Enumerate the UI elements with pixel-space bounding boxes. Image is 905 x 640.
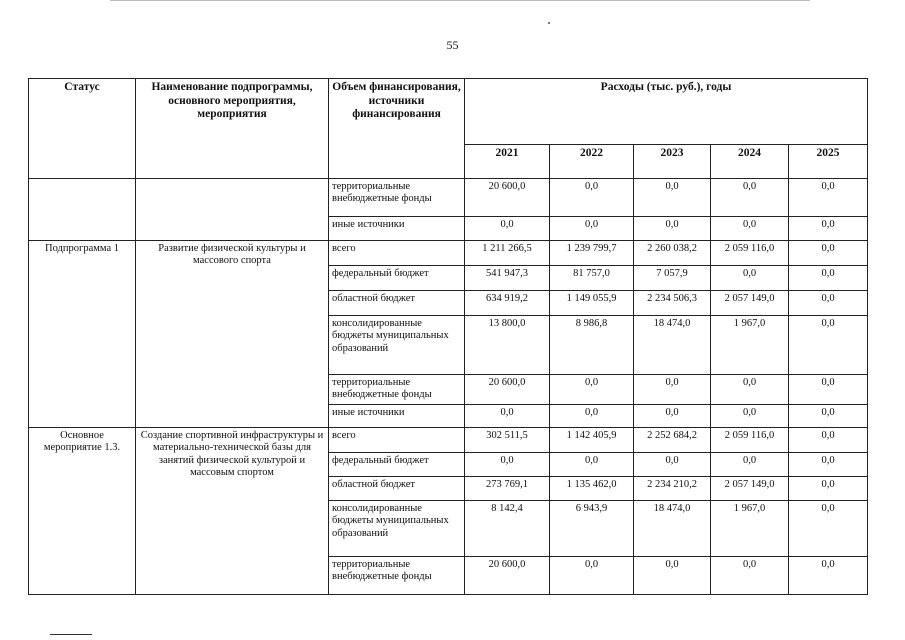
value-cell: 2 059 116,0 [711, 241, 789, 266]
status-cell [29, 179, 136, 241]
value-cell: 0,0 [634, 179, 711, 217]
source-cell: федеральный бюджет [329, 453, 465, 477]
table-body [29, 179, 868, 595]
value-cell: 18 474,0 [634, 316, 711, 375]
value-cell: 634 919,2 [465, 291, 550, 316]
scan-speck [548, 22, 550, 24]
value-cell: 2 057 149,0 [711, 477, 789, 501]
value-cell: 1 211 266,5 [465, 241, 550, 266]
source-cell: всего [329, 428, 465, 453]
value-cell: 2 252 684,2 [634, 428, 711, 453]
value-cell: 0,0 [789, 291, 868, 316]
value-cell: 0,0 [789, 557, 868, 595]
value-cell: 0,0 [465, 453, 550, 477]
value-cell: 6 943,9 [550, 501, 634, 557]
source-cell: консолидированные бюджеты муниципальных образований [329, 316, 465, 375]
value-cell: 0,0 [789, 375, 868, 405]
value-cell: 0,0 [789, 453, 868, 477]
source-cell: территориальные внебюджетные фонды [329, 179, 465, 217]
value-cell: 0,0 [550, 453, 634, 477]
page-number: 55 [446, 38, 459, 52]
header-expenses: Расходы (тыс. руб.), годы [465, 79, 868, 145]
scan-top-line [110, 0, 810, 1]
value-cell: 13 800,0 [465, 316, 550, 375]
value-cell: 0,0 [550, 375, 634, 405]
status-cell: Основное мероприятие 1.3. [29, 428, 136, 595]
value-cell: 1 135 462,0 [550, 477, 634, 501]
name-cell: Развитие физической культуры и массового спорта [136, 241, 329, 428]
value-cell: 541 947,3 [465, 266, 550, 291]
value-cell: 0,0 [634, 405, 711, 428]
value-cell: 1 967,0 [711, 316, 789, 375]
header-status: Статус [29, 79, 136, 179]
source-cell: областной бюджет [329, 477, 465, 501]
value-cell: 0,0 [711, 375, 789, 405]
value-cell: 2 234 210,2 [634, 477, 711, 501]
header-year: 2024 [711, 145, 789, 179]
value-cell: 0,0 [711, 405, 789, 428]
header-year: 2025 [789, 145, 868, 179]
value-cell: 0,0 [634, 375, 711, 405]
value-cell: 0,0 [465, 217, 550, 241]
source-cell: иные источники [329, 217, 465, 241]
value-cell: 0,0 [550, 179, 634, 217]
value-cell: 2 059 116,0 [711, 428, 789, 453]
header-year: 2023 [634, 145, 711, 179]
value-cell: 0,0 [789, 501, 868, 557]
value-cell: 273 769,1 [465, 477, 550, 501]
value-cell: 1 239 799,7 [550, 241, 634, 266]
value-cell: 20 600,0 [465, 375, 550, 405]
value-cell: 0,0 [550, 405, 634, 428]
value-cell: 2 260 038,2 [634, 241, 711, 266]
table-row [29, 241, 868, 266]
value-cell: 0,0 [789, 477, 868, 501]
header-year: 2022 [550, 145, 634, 179]
source-cell: территориальные внебюджетные фонды [329, 375, 465, 405]
value-cell: 0,0 [789, 266, 868, 291]
source-cell: всего [329, 241, 465, 266]
value-cell: 0,0 [711, 179, 789, 217]
value-cell: 81 757,0 [550, 266, 634, 291]
value-cell: 0,0 [789, 428, 868, 453]
value-cell: 0,0 [550, 217, 634, 241]
value-cell: 1 142 405,9 [550, 428, 634, 453]
source-cell: областной бюджет [329, 291, 465, 316]
value-cell: 7 057,9 [634, 266, 711, 291]
value-cell: 2 234 506,3 [634, 291, 711, 316]
source-cell: иные источники [329, 405, 465, 428]
value-cell: 302 511,5 [465, 428, 550, 453]
value-cell: 0,0 [634, 217, 711, 241]
value-cell: 0,0 [789, 179, 868, 217]
source-cell: федеральный бюджет [329, 266, 465, 291]
value-cell: 1 149 055,9 [550, 291, 634, 316]
value-cell: 0,0 [789, 405, 868, 428]
value-cell: 0,0 [465, 405, 550, 428]
value-cell: 20 600,0 [465, 179, 550, 217]
table-row [29, 428, 868, 453]
name-cell [136, 179, 329, 241]
header-name: Наименование подпрограммы, основного мероприятия, мероприятия [136, 79, 329, 179]
value-cell: 0,0 [789, 241, 868, 266]
value-cell: 0,0 [789, 217, 868, 241]
status-cell: Подпрограмма 1 [29, 241, 136, 428]
header-year: 2021 [465, 145, 550, 179]
value-cell: 0,0 [711, 266, 789, 291]
source-cell: консолидированные бюджеты муниципальных образований [329, 501, 465, 557]
value-cell: 1 967,0 [711, 501, 789, 557]
table-row [29, 179, 868, 217]
source-cell: территориальные внебюджетные фонды [329, 557, 465, 595]
header-volume: Объем финансирования, источники финансирования [329, 79, 465, 179]
value-cell: 0,0 [550, 557, 634, 595]
value-cell: 0,0 [711, 557, 789, 595]
value-cell: 18 474,0 [634, 501, 711, 557]
value-cell: 8 142,4 [465, 501, 550, 557]
value-cell: 2 057 149,0 [711, 291, 789, 316]
name-cell: Создание спортивной инфраструктуры и материально-технической базы для занятий физической культурой и массовым спортом [136, 428, 329, 595]
value-cell: 0,0 [711, 217, 789, 241]
financing-table [28, 78, 868, 595]
scan-bottom-mark [50, 634, 92, 635]
value-cell: 0,0 [711, 453, 789, 477]
value-cell: 0,0 [634, 557, 711, 595]
value-cell: 0,0 [789, 316, 868, 375]
value-cell: 20 600,0 [465, 557, 550, 595]
value-cell: 8 986,8 [550, 316, 634, 375]
value-cell: 0,0 [634, 453, 711, 477]
